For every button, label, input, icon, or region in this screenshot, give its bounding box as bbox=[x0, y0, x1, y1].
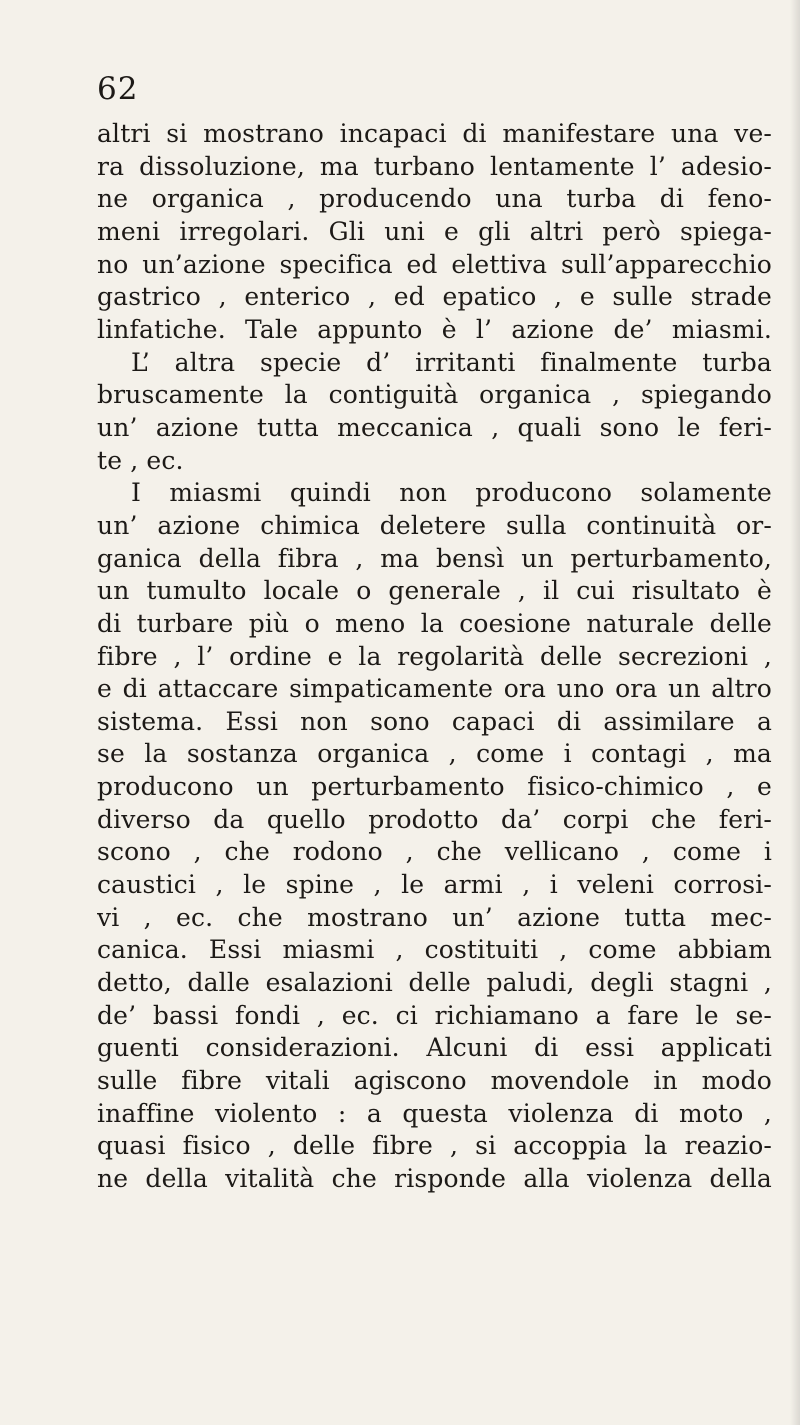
text-line: un’ azione chimica deletere sulla continuità or- bbox=[97, 510, 772, 540]
text-line: inaffine violento : a questa violenza di moto , bbox=[97, 1098, 772, 1128]
text-line: un tumulto locale o generale , il cui risultato è bbox=[97, 576, 772, 606]
text-line: ne della vitalità che risponde alla violenza della bbox=[97, 1164, 772, 1193]
text-line: linfatiche. Tale appunto è l’ azione de’ miasmi. bbox=[97, 314, 772, 344]
text-line: meni irregolari. Gli uni e gli altri però spiega- bbox=[97, 216, 772, 246]
text-line: canica. Essi miasmi , costituiti , come abbiam bbox=[97, 935, 772, 965]
text-line: ra dissoluzione, ma turbano lentamente l’ adesio- bbox=[97, 151, 772, 181]
text-line: e di attaccare simpaticamente ora uno ora un altro bbox=[97, 674, 772, 704]
text-line: I miasmi quindi non producono solamente bbox=[131, 478, 772, 508]
text-line: quasi fisico , delle fibre , si accoppia la reazio- bbox=[97, 1131, 772, 1161]
text-line: gastrico , enterico , ed epatico , e sulle strade bbox=[97, 282, 772, 312]
page-number: 62 bbox=[97, 71, 139, 107]
text-line: altri si mostrano incapaci di manifestare una ve- bbox=[97, 119, 772, 148]
body-text bbox=[97, 118, 772, 1196]
text-line: guenti considerazioni. Alcuni di essi applicati bbox=[97, 1033, 772, 1063]
text-line: scono , che rodono , che vellicano , come i bbox=[97, 837, 772, 867]
text-line: producono un perturbamento fisico-chimico , e bbox=[97, 772, 772, 802]
text-line: di turbare più o meno la coesione naturale delle bbox=[97, 608, 772, 638]
text-line: un’ azione tutta meccanica , quali sono le feri- bbox=[97, 412, 772, 442]
text-line: sistema. Essi non sono capaci di assimilare a bbox=[97, 706, 772, 736]
text-line: diverso da quello prodotto da’ corpi che feri- bbox=[97, 804, 772, 834]
text-line: no un’azione specifica ed elettiva sull’apparecchio bbox=[97, 249, 772, 279]
text-line: sulle fibre vitali agiscono movendole in modo bbox=[97, 1066, 772, 1096]
page-edge-shadow bbox=[790, 0, 800, 1425]
text-line: detto, dalle esalazioni delle paludi, degli stagni , bbox=[97, 968, 772, 998]
text-line: ganica della fibra , ma bensì un perturbamento, bbox=[97, 543, 772, 573]
text-line: de’ bassi fondi , ec. ci richiamano a fare le se- bbox=[97, 1000, 772, 1030]
text-line: se la sostanza organica , come i contagi , ma bbox=[97, 739, 772, 769]
text-line: vi , ec. che mostrano un’ azione tutta mec- bbox=[97, 902, 772, 932]
text-line: caustici , le spine , le armi , i veleni corrosi- bbox=[97, 870, 772, 900]
text-line: te , ec. bbox=[97, 445, 184, 475]
text-line: bruscamente la contiguità organica , spiegando bbox=[97, 380, 772, 410]
text-line: fibre , l’ ordine e la regolarità delle secrezioni , bbox=[97, 641, 772, 671]
text-line: ne organica , producendo una turba di feno- bbox=[97, 184, 772, 214]
text-line: L’ altra specie d’ irritanti finalmente turba bbox=[131, 347, 772, 377]
